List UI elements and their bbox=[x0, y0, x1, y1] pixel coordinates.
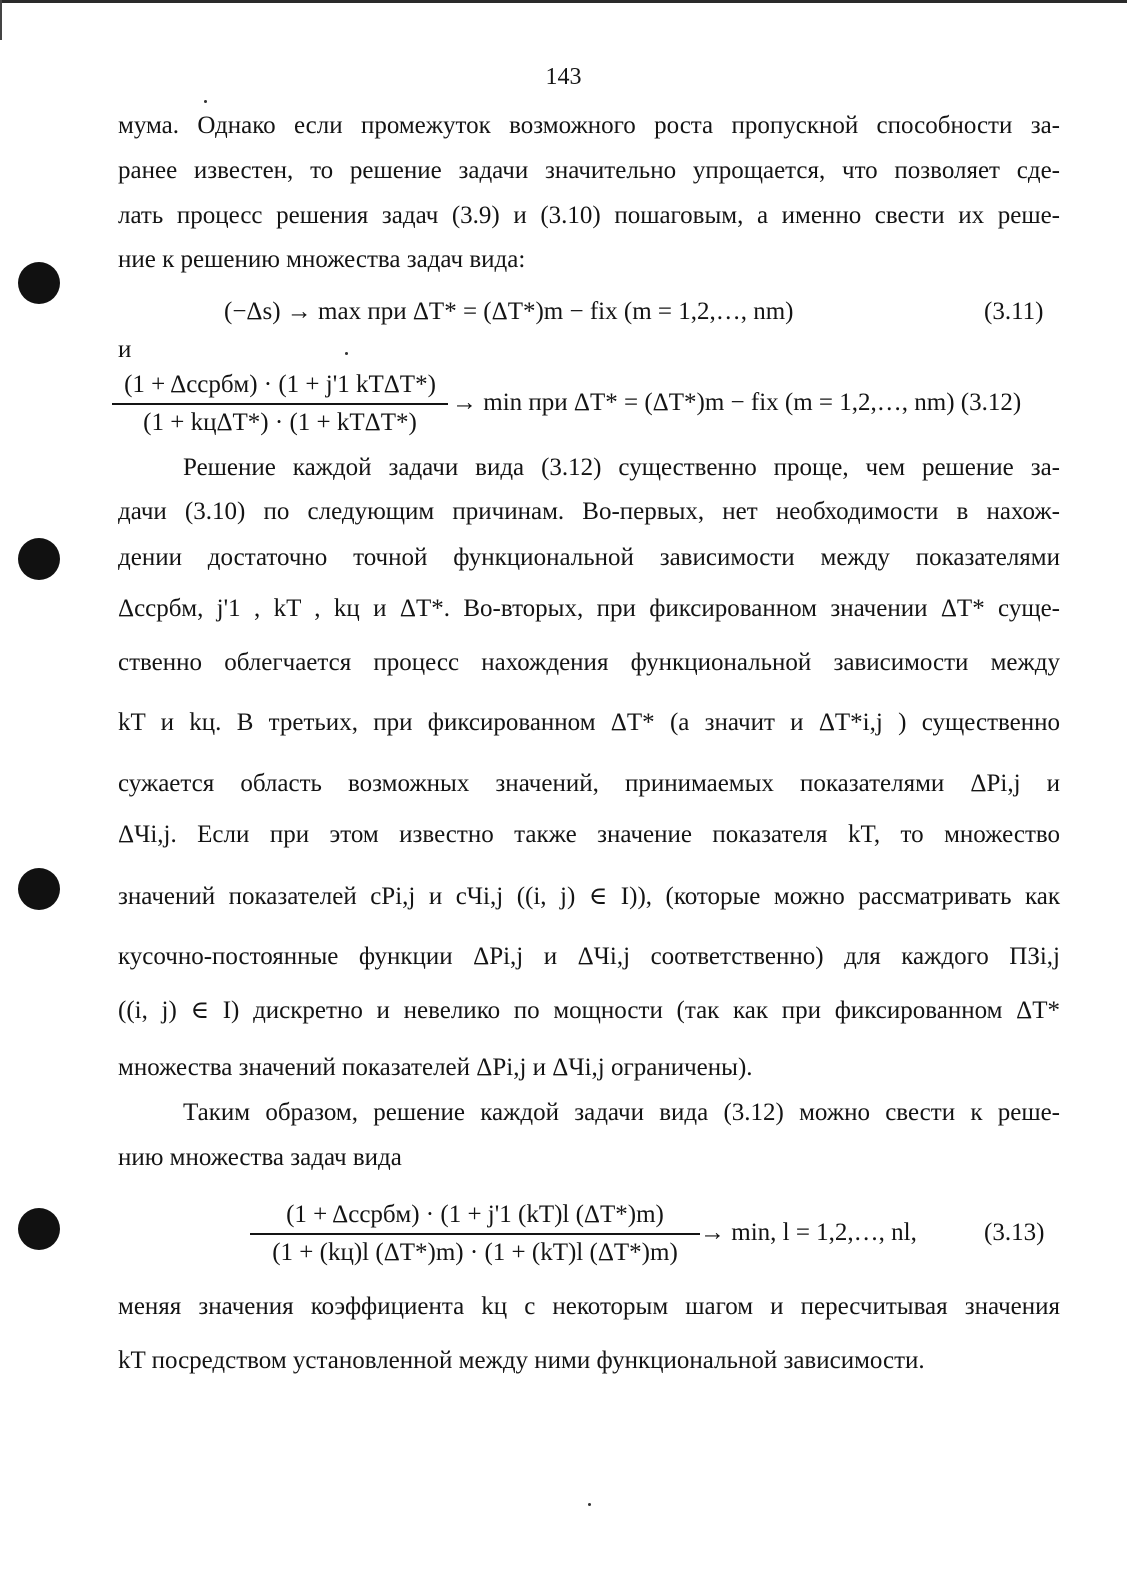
paragraph-line: кусочно-постоянные функции ΔPi,j и ΔЧi,j соответственно) для каждого ПЗi,j bbox=[118, 943, 1060, 970]
connector-word: и bbox=[118, 336, 132, 363]
punch-hole bbox=[18, 538, 60, 580]
punch-hole bbox=[18, 868, 60, 910]
scan-left-edge bbox=[0, 0, 2, 40]
fraction-bar bbox=[250, 1233, 700, 1235]
equation-3-13-rhs: → min, l = 1,2,…, nl, bbox=[700, 1219, 917, 1246]
paragraph-line: ние к решению множества задач вида: bbox=[118, 246, 526, 273]
paragraph-line: Δссрбм, j'1 , kT , kц и ΔT*. Во-вторых, при фиксированном значении ΔT* суще- bbox=[118, 595, 1060, 622]
equation-3-11: (−Δs) → max при ΔT* = (ΔT*)m − fix (m = 1,2,…, nm) bbox=[224, 298, 794, 325]
paragraph-line: лать процесс решения задач (3.9) и (3.10) пошаговым, а именно свести их реше- bbox=[118, 202, 1060, 229]
page-number: 143 bbox=[545, 64, 582, 90]
paragraph-line: мума. Однако если промежуток возможного роста пропускной способности за- bbox=[118, 112, 1060, 139]
equation-3-13-fraction bbox=[250, 1200, 700, 1268]
equation-3-12-rhs: → min при ΔT* = (ΔT*)m − fix (m = 1,2,…, nm) (3.12) bbox=[452, 389, 1022, 416]
fraction-bar bbox=[112, 403, 448, 405]
fraction-numerator: (1 + Δссрбм) · (1 + j'1 kTΔT*) bbox=[124, 371, 436, 398]
punch-hole bbox=[18, 1208, 60, 1250]
paragraph-line: меняя значения коэффициента kц с некоторым шагом и пересчитывая значения bbox=[118, 1293, 1060, 1320]
equation-number: (3.11) bbox=[984, 298, 1044, 325]
paragraph-line: дении достаточно точной функциональной зависимости между показателями bbox=[118, 544, 1060, 571]
fraction-denominator: (1 + (kц)l (ΔT*)m) · (1 + (kT)l (ΔT*)m) bbox=[272, 1238, 678, 1266]
paragraph-line: ((i, j) ∈ I) дискретно и невелико по мощности (так как при фиксированном ΔT* bbox=[118, 997, 1060, 1024]
equation-3-12-fraction bbox=[112, 370, 448, 438]
paragraph-line: kT посредством установленной между ними функциональной зависимости. bbox=[118, 1347, 925, 1374]
paragraph-line: сужается область возможных значений, принимаемых показателями ΔPi,j и bbox=[118, 770, 1060, 797]
paragraph-line: значений показателей cPi,j и cЧi,j ((i, j) ∈ I)), (которые можно рассматривать как bbox=[118, 883, 1060, 910]
equation-number: (3.13) bbox=[984, 1219, 1045, 1246]
fraction-denominator: (1 + kцΔT*) · (1 + kTΔT*) bbox=[143, 408, 417, 436]
paragraph-line: Решение каждой задачи вида (3.12) существенно проще, чем решение за- bbox=[183, 454, 1060, 481]
paragraph-line: kT и kц. В третьих, при фиксированном ΔT* (а значит и ΔT*i,j ) существенно bbox=[118, 709, 1060, 736]
paragraph-line: ственно облегчается процесс нахождения функциональной зависимости между bbox=[118, 649, 1060, 676]
paragraph-line: ранее известен, то решение задачи значительно упрощается, что позволяет сде- bbox=[118, 157, 1060, 184]
paragraph-line: Таким образом, решение каждой задачи вида (3.12) можно свести к реше- bbox=[183, 1099, 1060, 1126]
fraction-numerator: (1 + Δссрбм) · (1 + j'1 (kT)l (ΔT*)m) bbox=[286, 1201, 664, 1228]
paragraph-line: дачи (3.10) по следующим причинам. Во-первых, нет необходимости в нахож- bbox=[118, 498, 1060, 525]
scan-speck bbox=[204, 100, 207, 103]
paragraph-line: ΔЧi,j. Если при этом известно также значение показателя kT, то множество bbox=[118, 821, 1060, 848]
scan-speck bbox=[588, 1503, 591, 1506]
paragraph-line: множества значений показателей ΔPi,j и ΔЧi,j ограничены). bbox=[118, 1054, 753, 1081]
scan-top-edge bbox=[0, 0, 1127, 3]
punch-hole bbox=[18, 262, 60, 304]
paragraph-line: нию множества задач вида bbox=[118, 1144, 402, 1171]
